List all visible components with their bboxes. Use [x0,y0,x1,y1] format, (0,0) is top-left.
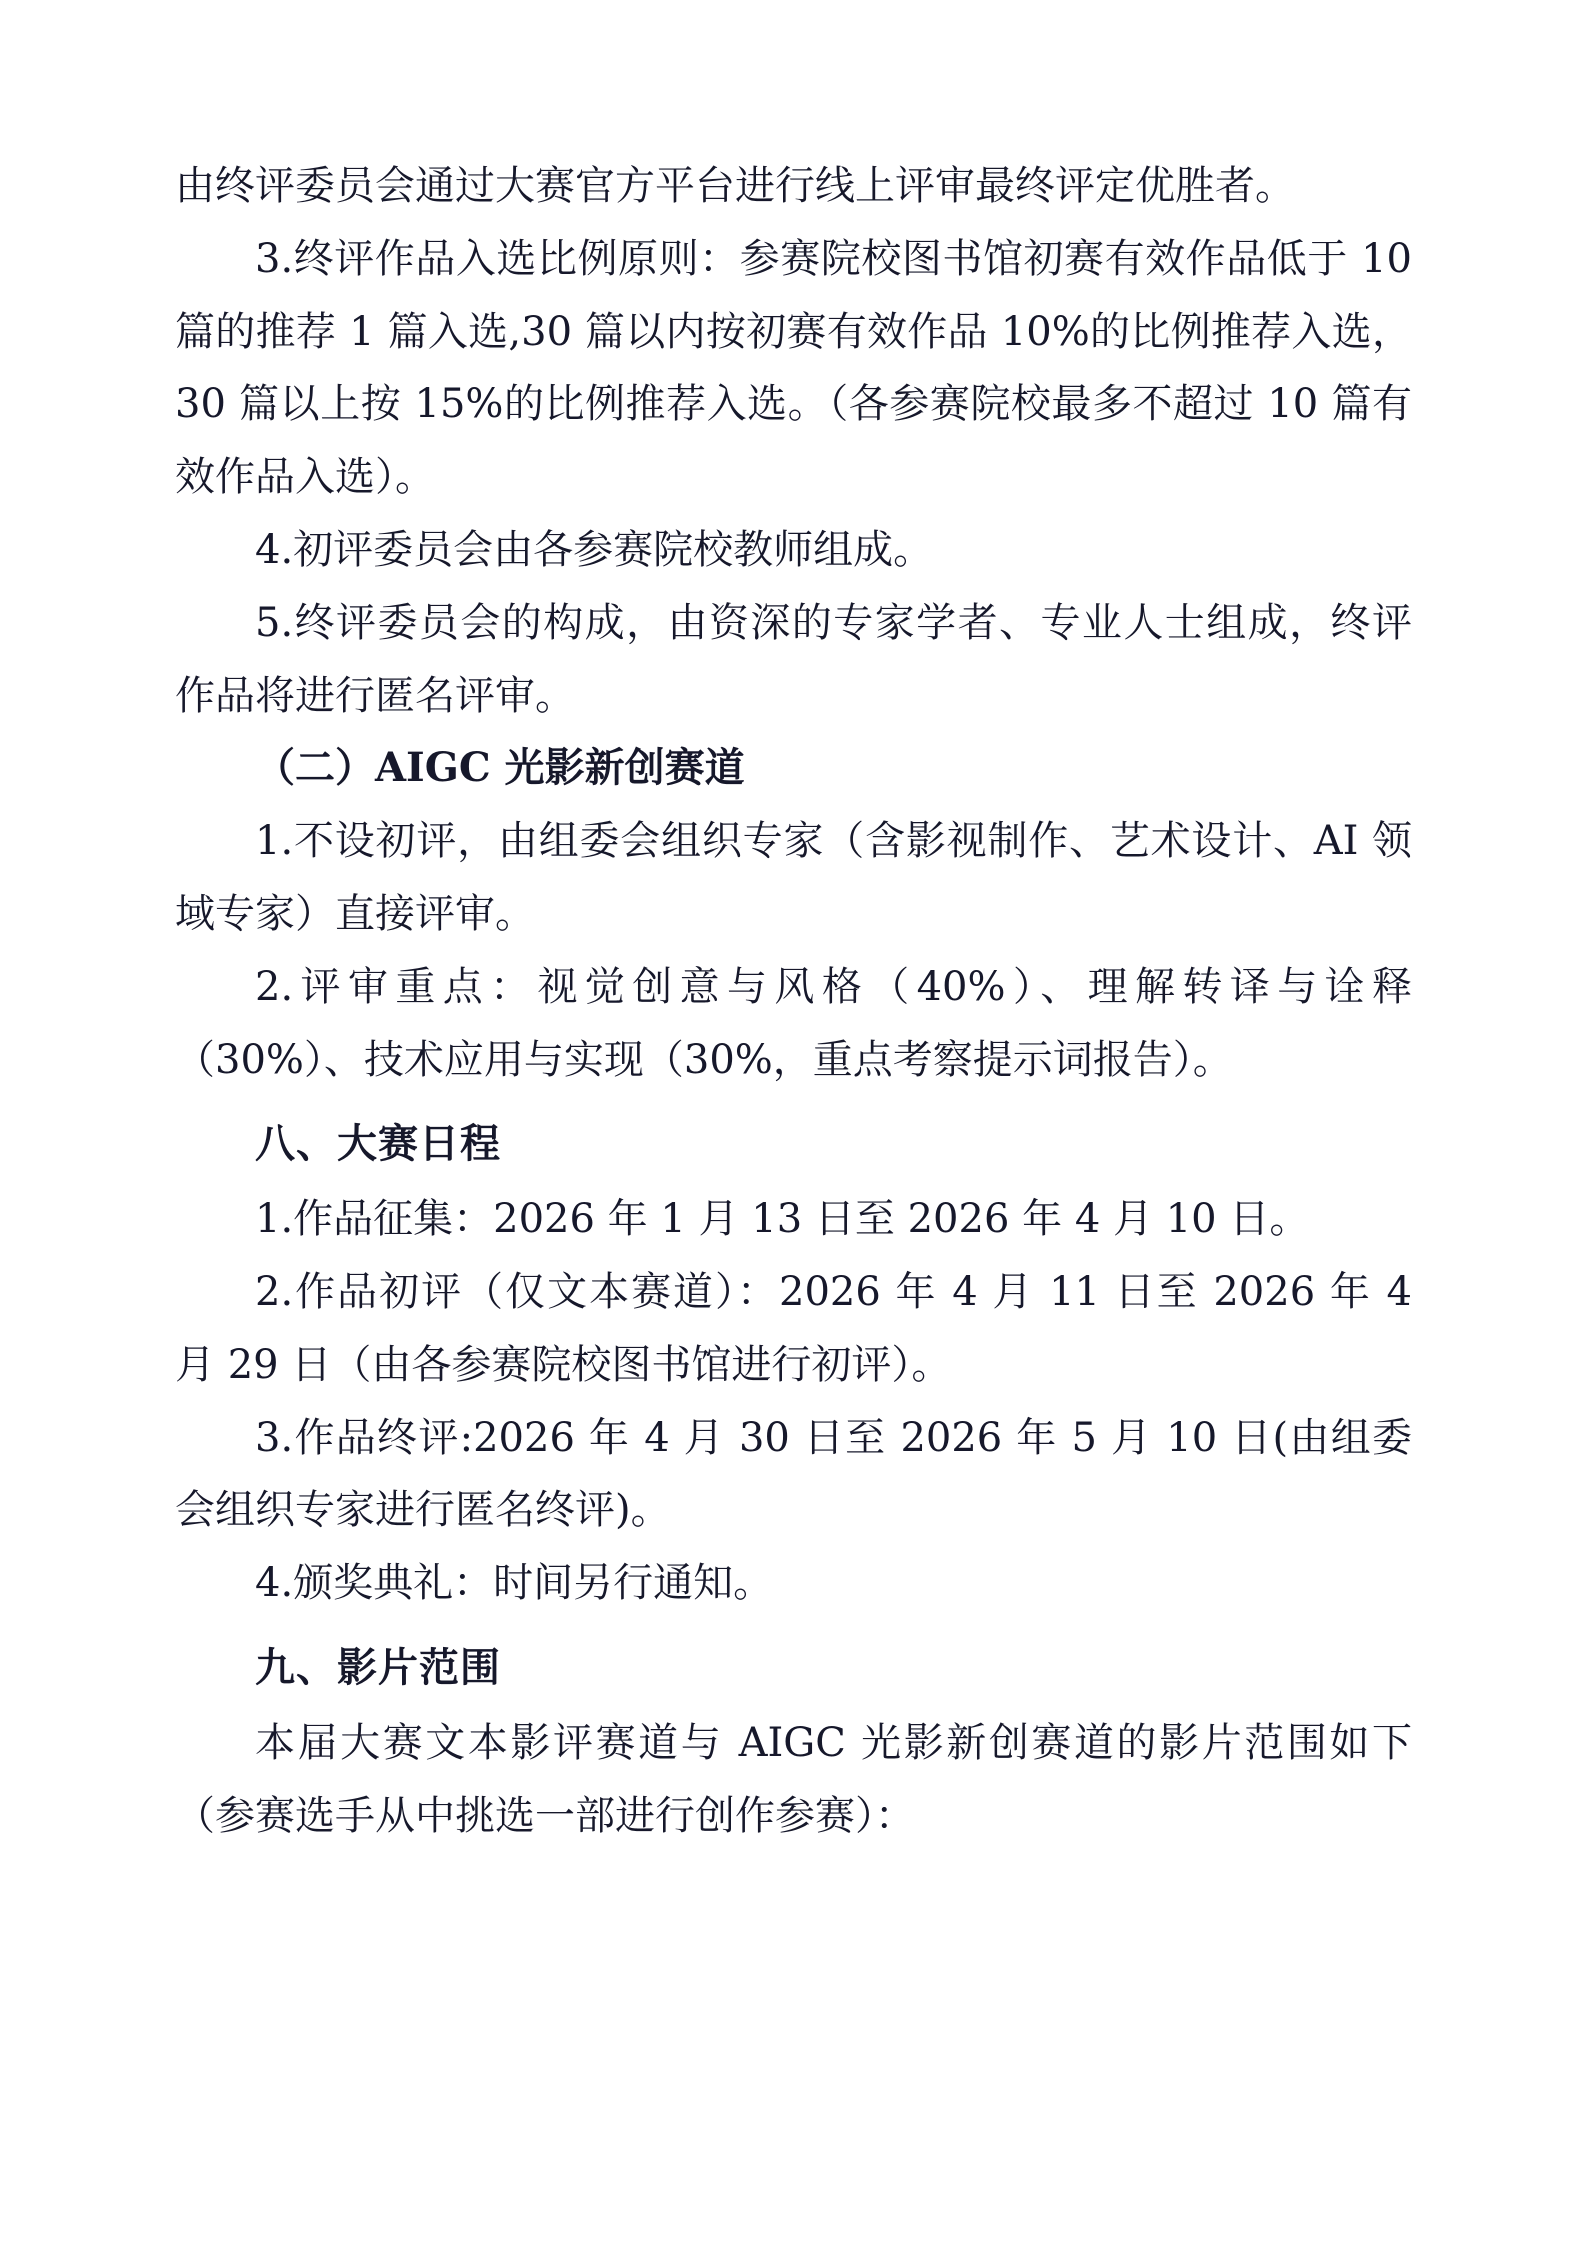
paragraph-schedule-item-1: 1.作品征集：2026 年 1 月 13 日至 2026 年 4 月 10 日。 [255,1196,1310,1243]
paragraph-aigc-item-2: 2.评审重点：视觉创意与风格（40%）、理解转译与诠释（30%）、技术应用与实现（30%，重点考察提示词报告）。 [175,963,1412,1083]
paragraph-item-4-preliminary-committee: 4.初评委员会由各参赛院校教师组成。 [255,526,934,573]
paragraph-item-5-final-committee: 5.终评委员会的构成，由资深的专家学者、专业人士组成，终评作品将进行匿名评审。 [175,599,1412,719]
paragraph-item-3-selection-ratio: 3.终评作品入选比例原则：参赛院校图书馆初赛有效作品低于 10 篇的推荐 1 篇入选,30 篇以内按初赛有效作品 10%的比例推荐入选，30 篇以上按 15%的比例推荐入选。（各参赛院校最多不超过 10 篇有效作品入选）。 [175,235,1412,501]
paragraph-final-review-platform: 由终评委员会通过大赛官方平台进行线上评审最终评定优胜者。 [175,163,1295,209]
paragraph-schedule-item-2: 2.作品初评（仅文本赛道）：2026 年 4 月 11 日至 2026 年 4 月 29 日（由各参赛院校图书馆进行初评）。 [175,1268,1412,1388]
subheading-aigc-track: （二）AIGC 光影新创赛道 [255,744,745,792]
paragraph-schedule-item-3: 3.作品终评:2026 年 4 月 30 日至 2026 年 5 月 10 日(由组委会组织专家进行匿名终评)。 [175,1414,1412,1534]
paragraph-film-scope-intro: 本届大赛文本影评赛道与 AIGC 光影新创赛道的影片范围如下（参赛选手从中挑选一部进行创作参赛）： [175,1719,1412,1839]
paragraph-schedule-item-4: 4.颁奖典礼：时间另行通知。 [255,1560,774,1607]
paragraph-aigc-item-1: 1.不设初评，由组委会组织专家（含影视制作、艺术设计、AI 领域专家）直接评审。 [175,818,1412,937]
document-body [175,150,1412,1852]
heading-section-eight-schedule: 八、大赛日程 [255,1120,501,1168]
heading-section-nine-film-scope: 九、影片范围 [255,1643,501,1691]
